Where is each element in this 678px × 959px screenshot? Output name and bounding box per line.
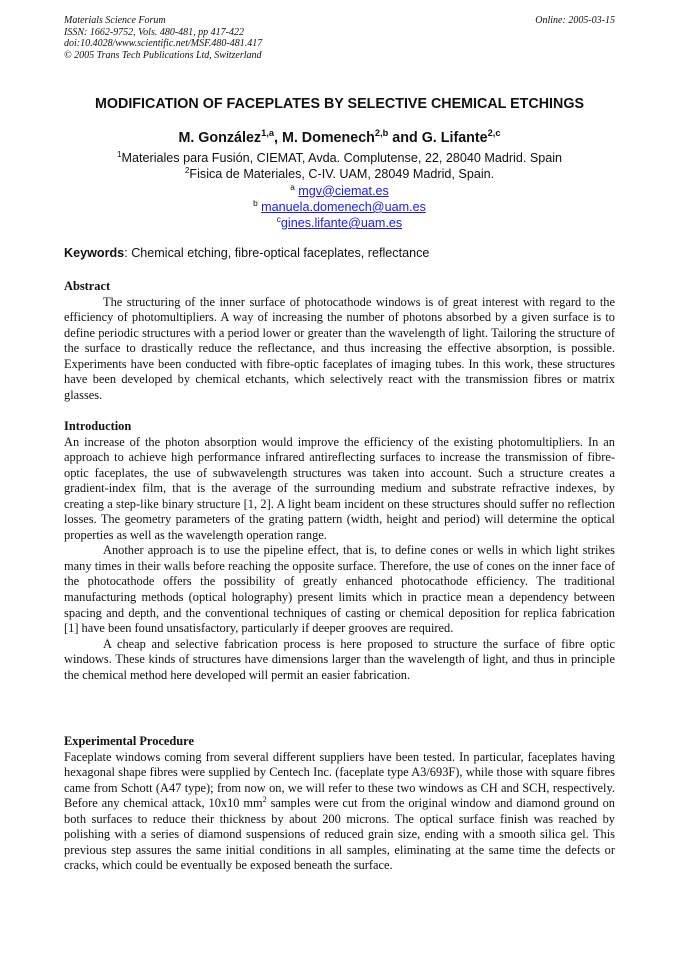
email-sup: a xyxy=(290,182,295,192)
experimental-text-b: samples were cut from the original window and diamond ground on both surfaces to reduce their thickness by about 200 microns. The optical surface finish was reached by polishing with a series of diamond suspensions of reduced grain size, ending with a smooth silica gel. This previous step assures the same initial conditions in all samples, eliminating at the same time the defects or cracks, which could be eventually be exposed beneath the surface. xyxy=(64,796,615,873)
keywords-text: : Chemical etching, fibre-optical faceplates, reflectance xyxy=(124,246,430,260)
abstract-text: The structuring of the inner surface of photocathode windows is of great interest with regard to the efficiency of photomultipliers. A way of increasing the number of photons absorbed by a given surface is to define periodic structures with a period lower or greater than the wavelength of light. Tailoring the structure of the surface to drastically reduce the reflectance, and thus increasing the effective absorption, is possible. Experiments have been conducted with fibre-optic faceplates of imaging tubes. In this work, these structures have been developed by chemical etchants, which selectively react with the transmission fibres or matrix glasses. xyxy=(64,294,615,402)
doi-line: doi:10.4028/www.scientific.net/MSF.480-481.417 xyxy=(64,38,263,49)
email-link[interactable]: mgv@ciemat.es xyxy=(298,183,389,198)
online-date: Online: 2005-03-15 xyxy=(535,15,615,26)
author-list xyxy=(64,130,615,147)
copyright-line: © 2005 Trans Tech Publications Ltd, Switzerland xyxy=(64,49,262,61)
affiliation-text: Materiales para Fusión, CIEMAT, Avda. Complutense, 22, 28040 Madrid. Spain xyxy=(121,151,563,165)
journal-name: Materials Science Forum xyxy=(64,15,166,26)
paper-title: MODIFICATION OF FACEPLATES BY SELECTIVE CHEMICAL ETCHINGS xyxy=(94,96,585,112)
experimental-heading: Experimental Procedure xyxy=(64,734,194,748)
author-sep: , xyxy=(273,130,282,146)
journal-header xyxy=(64,15,262,61)
keywords-label: Keywords xyxy=(64,246,125,260)
email-link[interactable]: manuela.domenech@uam.es xyxy=(261,199,426,214)
introduction-heading: Introduction xyxy=(64,419,132,433)
issn-line: ISSN: 1662-9752, Vols. 480-481, pp 417-422 xyxy=(64,26,244,38)
units-sup: 2 xyxy=(262,795,267,805)
author-sup: 1,a xyxy=(261,128,274,139)
email-line xyxy=(64,183,615,199)
introduction-section xyxy=(64,419,615,683)
affiliation-sup: 1 xyxy=(116,149,122,159)
author-sep: and xyxy=(388,130,422,146)
affiliation-line xyxy=(64,150,615,166)
email-sup: b xyxy=(253,198,258,208)
author-sup: 2,c xyxy=(487,128,501,139)
author-name: M. González xyxy=(178,130,262,146)
email-line xyxy=(64,199,615,215)
affiliations xyxy=(64,150,615,231)
experimental-text-a: Faceplate windows coming from several different suppliers have been tested. In particular, faceplates having hexagonal shape fibres were supplied by Centech Inc. (faceplate type A3/693F), while those with square fibres came from Schott (A47 type); from now on, we will refer to these two windows as CH and SCH, respectively. Before any chemical attack, 10x10 mm xyxy=(64,749,615,811)
author-sup: 2,b xyxy=(374,128,389,139)
author-name: G. Lifante xyxy=(421,130,488,146)
abstract-heading: Abstract xyxy=(64,279,111,293)
author-name: M. Domenech xyxy=(281,130,375,146)
email-link[interactable]: gines.lifante@uam.es xyxy=(280,216,403,231)
introduction-paragraph: An increase of the photon absorption would improve the efficiency of the existing photomultipliers. In an approach to achieve high performance infrared antireflecting surfaces to increase the transmission of fibre-optic faceplates, the use of subwavelength structures was taken into account. Such a structure creates a gradient-index film, that is the average of the surrounding medium and substrate refractive indexes, by creating a step-like binary structure [1, 2]. A light beam incident on these structures should suffer no reflection losses. The geometry parameters of the grating pattern (width, height and period) will determine the optical properties as well as the wavelength operation range. xyxy=(64,434,615,542)
introduction-paragraph: A cheap and selective fabrication process is here proposed to structure the surface of fibre optic windows. These kinds of structures have dimensions larger than the wavelength of light, and thus in principle the chemical method here developed will permit an easier fabrication. xyxy=(64,636,615,682)
keywords xyxy=(64,246,429,261)
affiliation-text: Fisica de Materiales, C-IV. UAM, 28049 Madrid, Spain. xyxy=(189,167,495,182)
email-line xyxy=(64,215,615,231)
introduction-paragraph: Another approach is to use the pipeline effect, that is, to define cones or wells in which light strikes many times in their walls before reaching the opposite surface. Therefore, the use of cones on the inner face of the photocathode offers the possibility of greatly enhanced photocathode efficiency. The traditional manufacturing methods (optical holography) present limits which in practice mean a dependency between spacing and depth, and the conventional techniques of casting or chemical deposition for replica fabrication [1] have been found unsatisfactory, particularly if deeper grooves are required. xyxy=(64,543,615,636)
abstract-section xyxy=(64,279,615,403)
affiliation-line xyxy=(64,166,615,182)
email-sup: c xyxy=(276,215,281,224)
experimental-section xyxy=(64,734,615,874)
experimental-paragraph xyxy=(64,750,615,874)
affiliation-sup: 2 xyxy=(184,166,190,176)
